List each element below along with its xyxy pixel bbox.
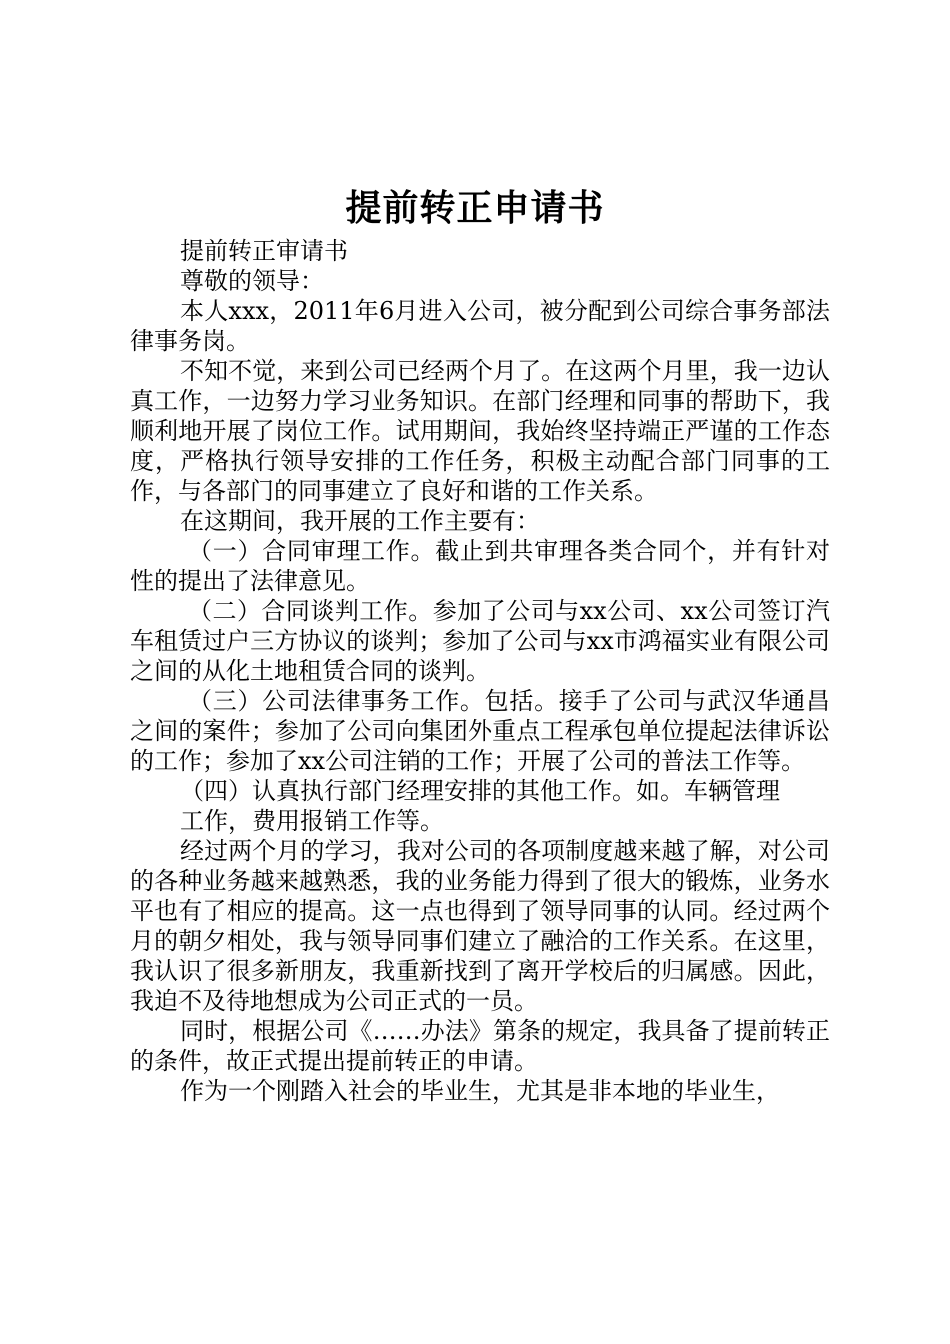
paragraph-graduate: 作为一个刚踏入社会的毕业生，尤其是非本地的毕业生， [180,1077,780,1105]
paragraph-learning: 经过两个月的学习，我对公司的各项制度越来越了解，对公司的各种业务越来越熟悉，我的业务能力得到了很大的锻炼，业务水平也有了相应的提高。这一点也得到了领导同事的认同。经过两个月的朝夕相处，我与领导同事们建立了融洽的工作关系。在这里，我认识了很多新朋友，我重新找到了离开学校后的归属感。因此，我迫不及待地想成为公司正式的一员。 [130,837,830,1015]
list-item-legal-affairs: （三）公司法律事务工作。包括。接手了公司与武汉华通昌之间的案件；参加了公司向集团外重点工程承包单位提起法律诉讼的工作；参加了xx公司注销的工作；开展了公司的普法工作等。 [130,687,830,775]
paragraph-two-months: 不知不觉，来到公司已经两个月了。在这两个月里，我一边认真工作，一边努力学习业务知识。在部门经理和同事的帮助下，我顺利地开展了岗位工作。试用期间，我始终坚持端正严谨的工作态度，严格执行领导安排的工作任务，积极主动配合部门同事的工作，与各部门的同事建立了良好和谐的工作关系。 [130,357,830,505]
list-item-contract-negotiation: （二）合同谈判工作。参加了公司与xx公司、xx公司签订汽车租赁过户三方协议的谈判；参加了公司与xx市鸿福实业有限公司之间的从化土地租赁合同的谈判。 [130,597,830,685]
document-title: 提前转正申请书 [345,187,605,229]
document-body [130,236,830,1106]
subtitle-line: 提前转正审请书 [180,237,348,265]
paragraph-intro: 本人xxx，2011年6月进入公司，被分配到公司综合事务部法律事务岗。 [130,297,830,355]
salutation: 尊敬的领导： [180,267,324,295]
list-item-other-work-continued: 工作，费用报销工作等。 [180,807,444,835]
list-item-other-work: （四）认真执行部门经理安排的其他工作。如。车辆管理 [180,777,780,805]
list-item-contract-review: （一）合同审理工作。截止到共审理各类合同个，并有针对性的提出了法律意见。 [130,537,830,595]
paragraph-application: 同时，根据公司《……办法》第条的规定，我具备了提前转正的条件，故正式提出提前转正的申请。 [130,1017,830,1075]
paragraph-work-list-heading: 在这期间，我开展的工作主要有： [180,507,540,535]
